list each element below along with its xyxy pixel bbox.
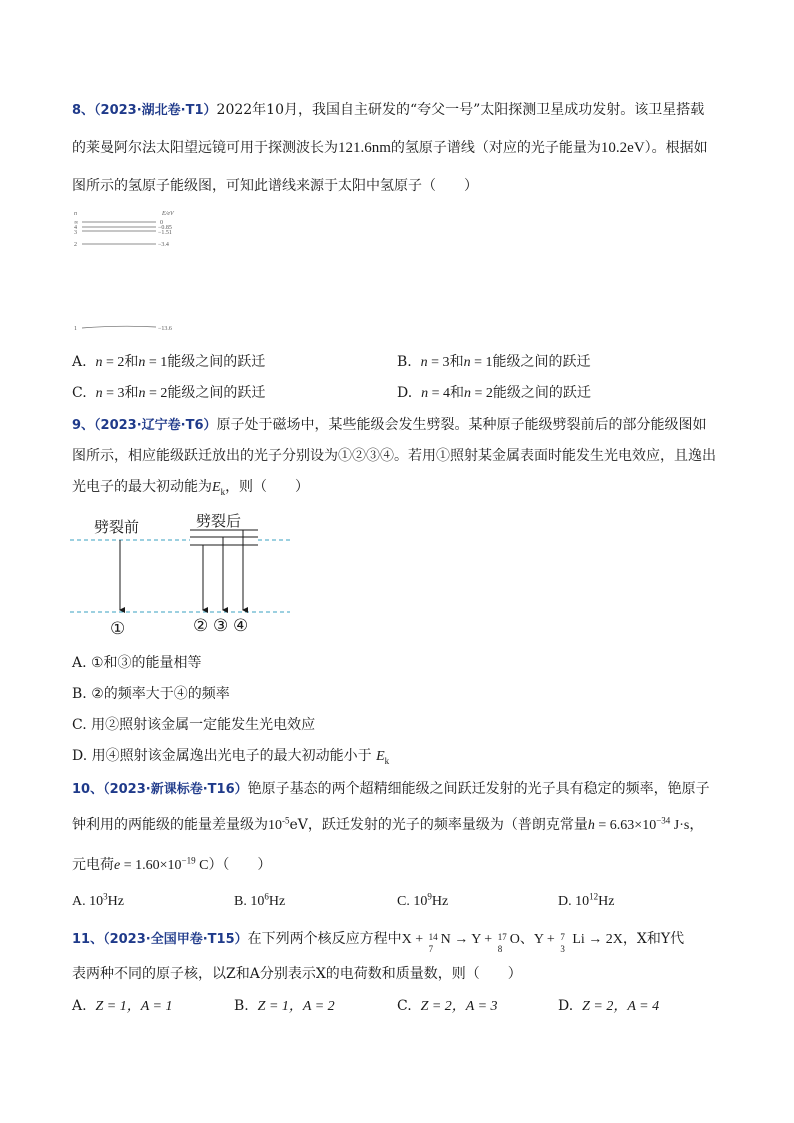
option-text: 和 xyxy=(124,354,139,370)
q8-text-1: 2022年10月，我国自主研发的“夸父一号”太阳探测卫星成功发射。该卫星搭载 xyxy=(216,102,705,118)
level-n-label: 2 xyxy=(74,242,77,248)
charge-symbol: e xyxy=(114,858,121,873)
atomic-number: 7 xyxy=(428,944,434,954)
option-unit: Hz xyxy=(107,894,124,909)
option-text: 和 xyxy=(124,385,139,401)
energy-magnitude: 10 xyxy=(268,818,282,833)
photon-label-4: ④ xyxy=(233,616,249,635)
option-math: n xyxy=(95,355,103,370)
option-math: = 2 xyxy=(102,355,125,370)
reaction-separator: 、 xyxy=(519,931,534,947)
ek-symbol: E xyxy=(212,480,221,495)
reaction-1-n: N → Y + xyxy=(440,932,496,947)
q9-line-1 xyxy=(72,415,707,436)
q11-option-a[interactable] xyxy=(72,996,172,1017)
q10-option-a[interactable] xyxy=(72,892,124,912)
q8-text-2c: ）。根据如 xyxy=(644,140,708,156)
q9-text-3b: ，则（ ） xyxy=(225,479,310,495)
level-splitting-diagram xyxy=(70,506,292,642)
energy-exponent: -5 xyxy=(282,815,290,826)
atomic-number: 3 xyxy=(560,944,565,954)
option-label: A. xyxy=(72,354,87,370)
diagram-e-header: E/eV xyxy=(162,211,174,217)
reaction-1-o: O xyxy=(509,932,520,947)
q10-option-c[interactable] xyxy=(397,892,448,912)
q8-source: 8、（2023·湖北卷·T1） xyxy=(72,103,217,118)
option-text: D. 用④照射该金属逸出光电子的最大初动能小于 xyxy=(72,748,372,764)
hydrogen-energy-level-diagram xyxy=(70,206,200,338)
q10-option-d[interactable] xyxy=(558,892,614,912)
q8-energy: 10.2eV xyxy=(600,140,645,156)
option-math: = 3 xyxy=(102,386,125,401)
option-unit: Hz xyxy=(431,894,449,909)
option-math: = 2 xyxy=(471,386,493,401)
option-exponent: 6 xyxy=(264,891,269,902)
option-math: Z = 1，A = 1 xyxy=(95,999,173,1014)
q8-option-d[interactable] xyxy=(397,383,591,404)
q8-text-2a: 的莱曼阿尔法太阳望远镜可用于探测波长为 xyxy=(72,140,338,156)
q11-line-1 xyxy=(72,929,685,954)
q10-option-b[interactable] xyxy=(234,892,285,912)
option-math: Z = 2，A = 4 xyxy=(582,999,660,1014)
q8-line-2 xyxy=(72,138,708,158)
option-unit: Hz xyxy=(598,894,615,909)
q10-text-3b: ）（ ） xyxy=(208,857,272,873)
charge-unit: C xyxy=(195,858,209,873)
q9-option-d[interactable] xyxy=(72,746,389,767)
reaction-2-y: Y + xyxy=(533,932,559,947)
option-exponent: 12 xyxy=(589,891,599,902)
option-label: C. 10 xyxy=(397,894,428,909)
q10-line-3 xyxy=(72,855,271,876)
level-n-label: 4 xyxy=(74,225,77,231)
option-math: n xyxy=(464,386,471,401)
option-label: A. 10 xyxy=(72,894,104,909)
option-math: n xyxy=(420,355,428,370)
q9-option-b[interactable]: B. ②的频率大于④的频率 xyxy=(72,686,230,702)
ek-subscript: k xyxy=(384,755,390,766)
q10-text-3a: 元电荷 xyxy=(72,857,114,873)
mass-number: 7 xyxy=(560,932,565,942)
atomic-number: 8 xyxy=(497,944,503,954)
option-text: 和 xyxy=(449,354,464,370)
q8-line-3: 图所示的氢原子能级图，可知此谱线来源于太阳中氢原子（ ） xyxy=(72,178,478,194)
level-e-label: −13.6 xyxy=(158,326,172,332)
q9-source: 9、（2023·辽宁卷·T6） xyxy=(72,418,217,433)
q8-wavelength: 121.6nm xyxy=(338,140,391,156)
level-line-1 xyxy=(82,326,156,328)
level-e-label: −1.51 xyxy=(158,230,172,236)
q10-text-2b: eV，跃迁发射的光子的频率量级为（普朗克常量 xyxy=(289,817,588,833)
q10-line-1 xyxy=(72,779,710,800)
q8-option-a[interactable] xyxy=(72,352,265,373)
q8-line-1 xyxy=(72,100,704,121)
q11-text-1a: 在下列两个核反应方程中 xyxy=(247,931,402,947)
q11-source: 11、（2023·全国甲卷·T15） xyxy=(72,932,248,947)
option-label: D. 10 xyxy=(558,894,590,909)
q9-text-1: 原子处于磁场中，某些能级会发生劈裂。某种原子能级劈裂前后的部分能级图如 xyxy=(216,417,707,433)
label-after-split: 劈裂后 xyxy=(196,514,242,530)
label-before-split: 劈裂前 xyxy=(94,520,140,536)
option-math: n xyxy=(138,386,146,401)
photon-label-3: ③ xyxy=(213,616,229,635)
q8-option-b[interactable] xyxy=(397,352,590,373)
planck-value: = 6.63×10 xyxy=(594,818,657,833)
option-label: A. xyxy=(72,998,87,1014)
option-label: B. xyxy=(234,998,249,1014)
option-math: n xyxy=(95,386,103,401)
option-math: n xyxy=(421,386,429,401)
option-exponent: 9 xyxy=(427,891,432,902)
planck-symbol: h xyxy=(587,818,595,833)
level-n-label: 3 xyxy=(74,230,77,236)
option-label: D. xyxy=(558,998,574,1014)
option-label: C. xyxy=(397,998,412,1014)
q8-option-c[interactable] xyxy=(72,383,265,404)
option-unit: Hz xyxy=(268,894,286,909)
ek-subscript: k xyxy=(220,486,226,497)
option-math: Z = 1，A = 2 xyxy=(257,999,335,1014)
q11-line-2: 表两种不同的原子核，以Z和A分别表示X的电荷数和质量数，则（ ） xyxy=(72,966,522,982)
q11-text-1b: ，X和Y代 xyxy=(622,931,685,947)
option-math: = 1 xyxy=(470,355,493,370)
level-e-label: 0 xyxy=(160,220,163,226)
q10-text-1: 铯原子基态的两个超精细能级之间跃迁发射的光子具有稳定的频率，铯原子 xyxy=(247,781,710,797)
level-e-label: −0.85 xyxy=(158,225,172,231)
q10-text-2c: ， xyxy=(689,817,704,833)
option-text: 能级之间的跃迁 xyxy=(492,354,591,370)
q9-line-2: 图所示，相应能级跃迁放出的光子分别设为①②③④。若用①照射某金属表面时能发生光电效应，且逸出 xyxy=(72,448,716,464)
option-exponent: 3 xyxy=(103,891,108,902)
level-e-label: −3.4 xyxy=(158,242,169,248)
nuclide-n14 xyxy=(427,929,441,954)
option-math: n xyxy=(463,355,471,370)
photon-label-2: ② xyxy=(193,616,209,635)
option-math: Z = 2，A = 3 xyxy=(420,999,498,1014)
q11-option-b[interactable] xyxy=(234,996,335,1017)
option-math: = 3 xyxy=(427,355,450,370)
ek-symbol: E xyxy=(376,749,385,764)
q10-line-2 xyxy=(72,815,703,836)
option-math: n xyxy=(138,355,146,370)
nuclide-o17 xyxy=(496,929,510,954)
q9-line-3 xyxy=(72,477,309,498)
mass-number: 14 xyxy=(428,932,438,942)
option-math: = 2 xyxy=(145,386,168,401)
nuclide-li7 xyxy=(558,929,572,954)
option-text: 和 xyxy=(450,385,464,401)
photon-label-1: ① xyxy=(110,619,126,638)
q9-text-3a: 光电子的最大初动能为 xyxy=(72,479,212,495)
diagram-n-header: n xyxy=(74,211,77,217)
planck-unit: J·s xyxy=(670,818,690,833)
option-text: 能级之间的跃迁 xyxy=(492,385,591,401)
q10-text-2a: 钟利用的两能级的能量差量级为 xyxy=(72,817,268,833)
q9-option-a[interactable]: A. ①和③的能量相等 xyxy=(72,655,202,671)
q9-option-c[interactable]: C. 用②照射该金属一定能发生光电效应 xyxy=(72,717,316,733)
reaction-1-x: X + xyxy=(401,932,427,947)
option-label: D. xyxy=(397,385,413,401)
q10-source: 10、（2023·新课标卷·T16） xyxy=(72,782,248,797)
option-math: = 4 xyxy=(428,386,450,401)
option-math: = 1 xyxy=(145,355,168,370)
reaction-2-li: Li → 2X xyxy=(572,932,623,947)
charge-exponent: −19 xyxy=(181,855,196,866)
option-label: C. xyxy=(72,385,87,401)
option-text: 能级之间的跃迁 xyxy=(167,354,266,370)
option-label: B. xyxy=(397,354,412,370)
planck-exponent: −34 xyxy=(656,815,671,826)
level-n-label: 1 xyxy=(74,326,77,332)
charge-value: = 1.60×10 xyxy=(120,858,182,873)
level-n-label: ∞ xyxy=(74,220,79,226)
q11-option-d[interactable] xyxy=(558,996,659,1017)
q11-option-c[interactable] xyxy=(397,996,498,1017)
q8-text-2b: 的氢原子谱线（对应的光子能量为 xyxy=(390,140,601,156)
option-label: B. 10 xyxy=(234,894,265,909)
option-text: 能级之间的跃迁 xyxy=(167,385,266,401)
mass-number: 17 xyxy=(497,932,507,942)
